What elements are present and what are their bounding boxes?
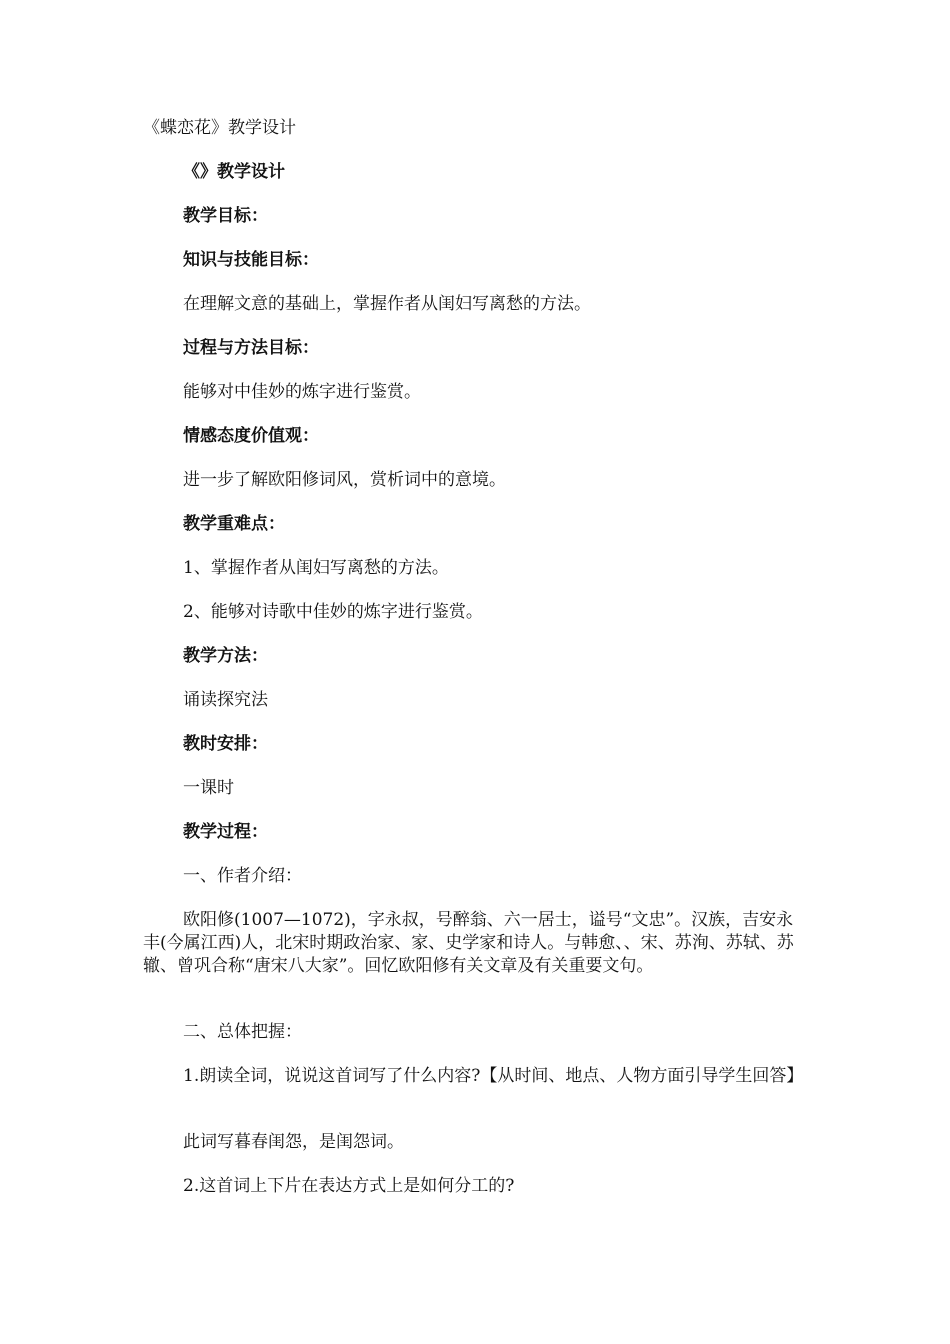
section-author-heading: 一、作者介绍： <box>183 866 302 886</box>
key-point-1: 1、掌握作者从闺妇写离愁的方法。 <box>183 558 449 578</box>
schedule-text: 一课时 <box>183 778 234 798</box>
document-title: 《蝶恋花》教学设计 <box>143 118 296 138</box>
teaching-goals-heading: 教学目标： <box>183 206 268 226</box>
emotion-goal-text: 进一步了解欧阳修词风，赏析词中的意境。 <box>183 470 506 490</box>
key-points-heading: 教学重难点： <box>183 514 285 534</box>
question-2: 2.这首词上下片在表达方式上是如何分工的? <box>183 1176 515 1196</box>
emotion-goal-heading: 情感态度价值观： <box>183 426 319 446</box>
document-subtitle: 《》教学设计 <box>183 162 285 182</box>
teaching-method-heading: 教学方法： <box>183 646 268 666</box>
author-intro-paragraph: 欧阳修(1007—1072)，字永叔，号醉翁、六一居士，谥号“文忠”。汉族，吉安永丰(今属江西)人，北宋时期政治家、家、史学家和诗人。与韩愈、、宋、苏洵、苏轼、苏辙、曾巩合称“唐宋八大家”。回忆欧阳修有关文章及有关重要文句。 <box>143 910 794 976</box>
teaching-process-heading: 教学过程： <box>183 822 268 842</box>
teaching-method-text: 诵读探究法 <box>183 690 268 710</box>
knowledge-goal-heading: 知识与技能目标： <box>183 250 319 270</box>
process-goal-text: 能够对中佳妙的炼字进行鉴赏。 <box>183 382 421 402</box>
section-overview-heading: 二、总体把握： <box>183 1022 302 1042</box>
process-goal-heading: 过程与方法目标： <box>183 338 319 358</box>
question-1: 1.朗读全词，说说这首词写了什么内容?【从时间、地点、人物方面引导学生回答】 <box>183 1066 804 1086</box>
key-point-2: 2、能够对诗歌中佳妙的炼字进行鉴赏。 <box>183 602 483 622</box>
knowledge-goal-text: 在理解文意的基础上，掌握作者从闺妇写离愁的方法。 <box>183 294 591 314</box>
schedule-heading: 教时安排： <box>183 734 268 754</box>
answer-1: 此词写暮春闺怨，是闺怨词。 <box>183 1132 404 1152</box>
